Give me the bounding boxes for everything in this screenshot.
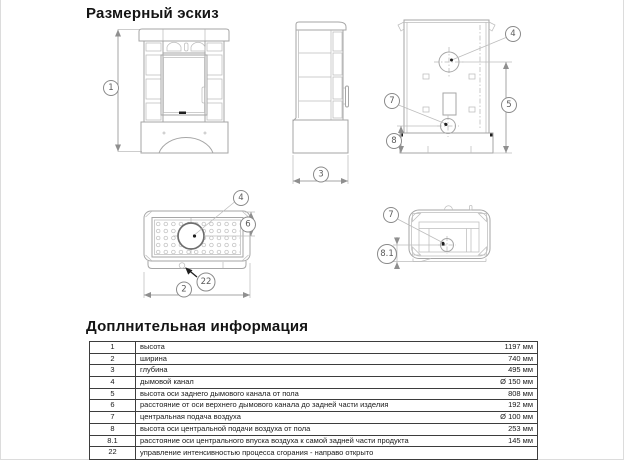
table-row bbox=[90, 400, 537, 412]
row-description: высота оси центральной подачи воздуха от пола bbox=[140, 423, 311, 433]
table-row bbox=[90, 377, 537, 389]
callout-22-label: 22 bbox=[200, 277, 212, 287]
top-view bbox=[144, 191, 256, 299]
row-number: 7 bbox=[90, 412, 136, 423]
bottom-view bbox=[378, 206, 491, 270]
back-view bbox=[385, 20, 521, 153]
row-number: 1 bbox=[90, 342, 136, 353]
center-slot bbox=[185, 43, 189, 51]
row-value: 740 мм bbox=[508, 353, 533, 363]
row-number: 5 bbox=[90, 389, 136, 400]
table-row bbox=[90, 447, 537, 459]
row-number: 3 bbox=[90, 365, 136, 376]
base-arch bbox=[159, 138, 213, 153]
arched-niche-left bbox=[167, 42, 181, 51]
callout-3-label: 3 bbox=[318, 169, 324, 180]
row-number: 2 bbox=[90, 354, 136, 365]
row-value: 192 мм bbox=[508, 400, 533, 410]
row-value: 808 мм bbox=[508, 388, 533, 398]
table-row bbox=[90, 354, 537, 366]
row-content bbox=[136, 365, 537, 376]
back-slot bbox=[443, 93, 456, 115]
arched-niche-right bbox=[191, 42, 205, 51]
row-description: расстояние от оси верхнего дымового канала до задней части изделия bbox=[140, 400, 389, 410]
callout-8-1-label: 8.1 bbox=[380, 249, 394, 259]
callout-6-label: 6 bbox=[245, 219, 251, 230]
table-row bbox=[90, 436, 537, 448]
row-content bbox=[136, 412, 537, 423]
row-description: высота оси заднего дымового канала от пола bbox=[140, 388, 299, 398]
table-row bbox=[90, 424, 537, 436]
callout-8-label: 8 bbox=[391, 136, 397, 146]
callout-5-label: 5 bbox=[506, 100, 512, 110]
row-number: 22 bbox=[90, 447, 136, 459]
side-view bbox=[293, 22, 349, 184]
row-content bbox=[136, 354, 537, 365]
front-view bbox=[104, 29, 230, 153]
row-description: ширина bbox=[140, 353, 167, 363]
row-description: дымовой канал bbox=[140, 377, 194, 387]
sketch-title: Размерный эскиз bbox=[86, 5, 219, 22]
row-description: расстояние оси центрального впуска воздуха к самой задней части продукта bbox=[140, 435, 409, 445]
additional-info-table bbox=[89, 341, 538, 460]
door-vent bbox=[179, 112, 186, 115]
row-number: 8 bbox=[90, 424, 136, 435]
row-value: Ø 100 мм bbox=[500, 412, 533, 422]
table-row bbox=[90, 342, 537, 354]
row-value: 253 мм bbox=[508, 423, 533, 433]
row-number: 8.1 bbox=[90, 436, 136, 447]
table-row bbox=[90, 365, 537, 377]
row-content bbox=[136, 424, 537, 435]
row-content bbox=[136, 400, 537, 411]
row-description: центральная подача воздуха bbox=[140, 412, 241, 422]
combustion-control-knob bbox=[179, 263, 185, 269]
row-value: 145 мм bbox=[508, 435, 533, 445]
row-description: управление интенсивностью процесса сгорания - направо открыто bbox=[140, 447, 374, 457]
table-row bbox=[90, 412, 537, 424]
info-title: Доплнительная информация bbox=[86, 318, 309, 335]
callout-1-label: 1 bbox=[108, 83, 114, 93]
row-value: 1197 мм bbox=[504, 342, 533, 351]
row-description: высота bbox=[140, 342, 165, 351]
row-content bbox=[136, 342, 537, 353]
row-content bbox=[136, 436, 537, 447]
row-number: 4 bbox=[90, 377, 136, 388]
side-door-handle bbox=[346, 86, 349, 107]
table-row bbox=[90, 389, 537, 401]
dimensional-sketch bbox=[1, 0, 624, 312]
callout-7-back-label: 7 bbox=[389, 96, 395, 106]
row-value: Ø 150 мм bbox=[500, 377, 533, 387]
flue-outlet-top bbox=[178, 223, 204, 249]
row-description: глубина bbox=[140, 365, 168, 375]
row-content bbox=[136, 389, 537, 400]
callout-4-top-label: 4 bbox=[238, 193, 244, 203]
callout-2-label: 2 bbox=[181, 284, 187, 295]
hook-loop bbox=[445, 206, 453, 210]
row-value: 495 мм bbox=[508, 365, 533, 375]
callout-7-bottom-label: 7 bbox=[388, 210, 394, 220]
row-content bbox=[136, 377, 537, 388]
stove-door bbox=[161, 55, 207, 115]
row-content bbox=[136, 447, 537, 459]
row-number: 6 bbox=[90, 400, 136, 411]
callout-4-back-label: 4 bbox=[510, 29, 516, 39]
